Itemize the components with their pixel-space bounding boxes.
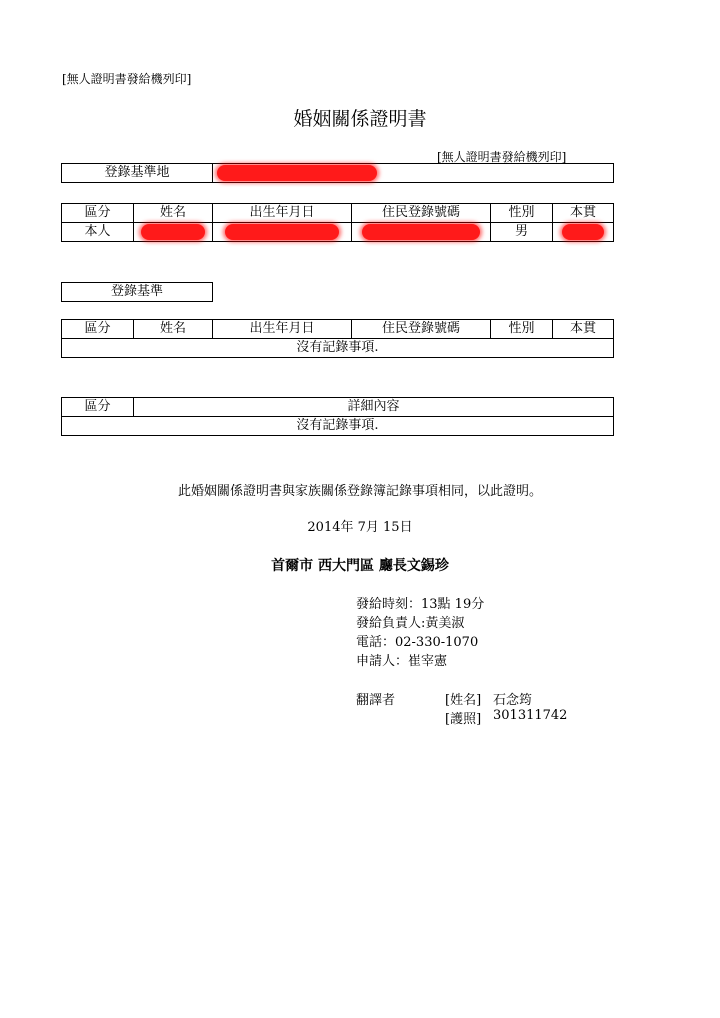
issue-date: 2014年 7月 15日 [307,520,413,535]
registration-place-table [61,163,614,183]
header-sex: 性別 [491,320,553,339]
person-table [61,203,614,242]
translator-passport-value: 301311742 [493,708,568,723]
office-phone: 電話：02-330-1070 [356,635,479,650]
issue-time: 發給時刻：13點 19分 [356,597,485,612]
spouse-table [61,319,614,358]
person-resident-number-cell [352,223,491,242]
detail-table-header [62,398,614,417]
header-details: 詳細內容 [134,398,614,417]
table-row [62,223,614,242]
header-birthdate: 出生年月日 [213,320,352,339]
detail-table [61,397,614,436]
applicant: 申請人：崔宰憲 [356,654,448,669]
issue-officer: 發給負責人:黃美淑 [356,616,465,631]
redaction-mark [217,165,377,181]
registration-basis-table [61,282,213,302]
person-birthdate-cell [213,223,352,242]
person-category: 本人 [62,223,134,242]
translator-label: 翻譯者 [356,693,396,708]
table-row [62,417,614,436]
registration-place-value [213,164,614,183]
redaction-mark [362,224,480,240]
document-title: 婚姻關係證明書 [293,108,427,130]
header-sex: 性別 [491,204,553,223]
translator-passport-key: [護照] [445,712,482,727]
person-name-cell [134,223,213,242]
spouse-table-header [62,320,614,339]
registration-place-label: 登錄基準地 [62,164,213,183]
header-note: [無人證明書發給機列印] [62,72,192,86]
issuing-office: 首爾市 西大門區 廳長文錫珍 [271,558,449,574]
header-category: 區分 [62,398,134,417]
header-birthdate: 出生年月日 [213,204,352,223]
translator-name-value: 石念筠 [493,693,533,708]
header-name: 姓名 [134,320,213,339]
person-table-header [62,204,614,223]
person-sex: 男 [491,223,553,242]
detail-empty-text: 沒有記錄事項. [62,417,614,436]
redaction-mark [141,224,205,240]
header-origin: 本貫 [553,204,614,223]
spouse-empty-text: 沒有記錄事項. [62,339,614,358]
header-category: 區分 [62,204,134,223]
header-category: 區分 [62,320,134,339]
issue-note: [無人證明書發給機列印] [437,150,567,164]
registration-basis-label: 登錄基準 [62,283,213,302]
certification-statement: 此婚姻關係證明書與家族關係登錄簿記錄事項相同，以此證明。 [177,484,542,499]
translator-name-key: [姓名] [445,693,482,708]
person-origin-cell [553,223,614,242]
redaction-mark [562,224,604,240]
header-name: 姓名 [134,204,213,223]
header-origin: 本貫 [553,320,614,339]
redaction-mark [225,224,339,240]
header-resident-number: 住民登錄號碼 [352,204,491,223]
table-row [62,339,614,358]
header-resident-number: 住民登錄號碼 [352,320,491,339]
